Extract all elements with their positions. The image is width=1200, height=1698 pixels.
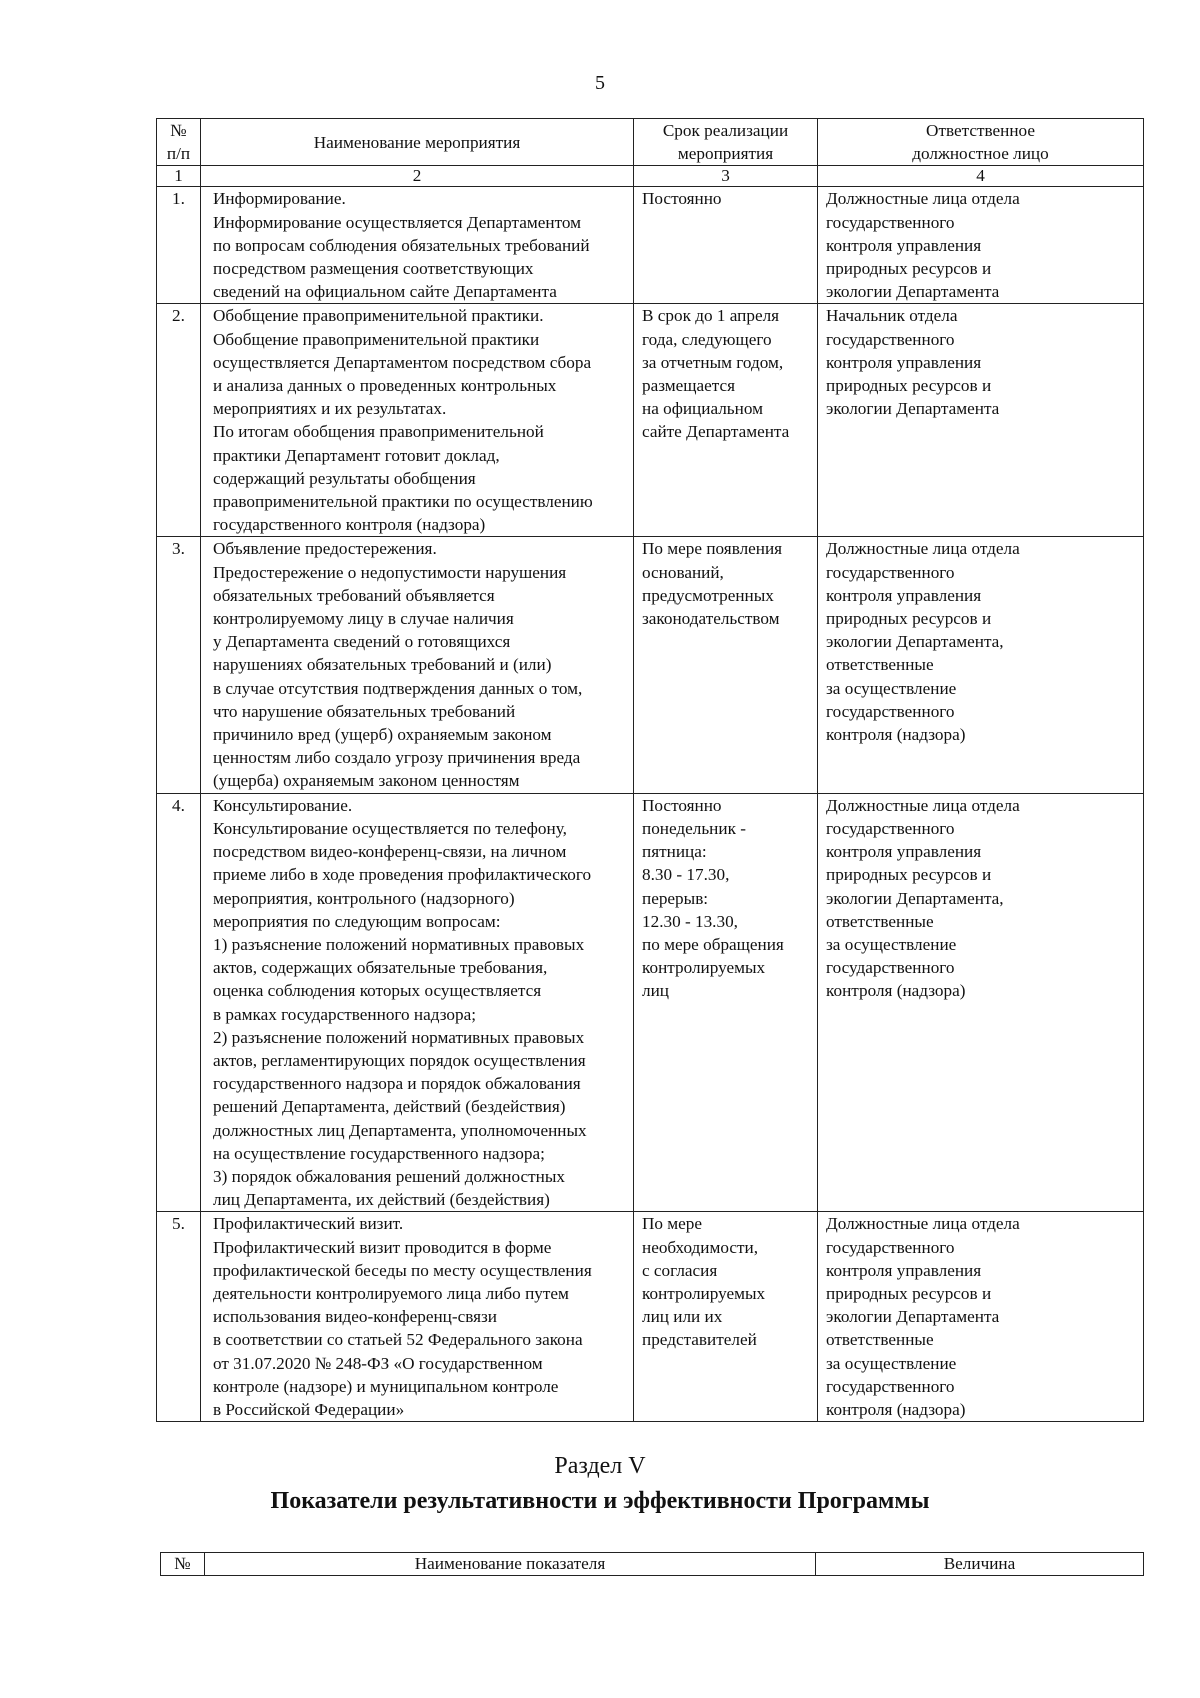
text-line: государственного bbox=[826, 1376, 955, 1396]
text-line: за отчетным годом, bbox=[642, 352, 784, 372]
row-responsible-cell bbox=[818, 187, 1144, 304]
text-line: Профилактический визит проводится в форме bbox=[213, 1237, 552, 1257]
text-line: предусмотренных bbox=[642, 585, 774, 605]
text-line: природных ресурсов и bbox=[826, 609, 992, 629]
table-row bbox=[157, 304, 1144, 537]
header-term bbox=[634, 119, 818, 166]
text-line: экологии Департамента, bbox=[826, 888, 1004, 908]
text-line: мероприятия по следующим вопросам: bbox=[213, 911, 501, 931]
page-number: 5 bbox=[595, 72, 605, 94]
text-line: По мере появления bbox=[642, 539, 783, 559]
text-line: по мере обращения bbox=[642, 934, 784, 954]
text-line: контроле (надзоре) и муниципальном контроле bbox=[213, 1376, 559, 1396]
row-num-cell: 4. bbox=[157, 793, 201, 1212]
text-line: практики Департамент готовит доклад, bbox=[213, 445, 500, 465]
text-line: сведений на официальном сайте Департамента bbox=[213, 282, 557, 302]
text-line: контроля (надзора) bbox=[826, 1399, 966, 1419]
indicator-header-value: Величина bbox=[816, 1553, 1144, 1576]
text-line: природных ресурсов и bbox=[826, 1283, 992, 1303]
text-line: в рамках государственного надзора; bbox=[213, 1004, 476, 1024]
text-line: природных ресурсов и bbox=[826, 376, 992, 396]
text-line: на осуществление государственного надзора; bbox=[213, 1143, 545, 1163]
text-line: Консультирование осуществляется по телефону, bbox=[213, 818, 567, 838]
text-line: контроля управления bbox=[826, 585, 982, 605]
text-line: профилактической беседы по месту осуществления bbox=[213, 1260, 592, 1280]
text-line: причинило вред (ущерб) охраняемым законом bbox=[213, 725, 552, 745]
text-line: контроля (надзора) bbox=[826, 981, 966, 1001]
text-line: Постоянно bbox=[642, 189, 722, 209]
text-line: законодательством bbox=[642, 609, 780, 629]
table-row bbox=[157, 1212, 1144, 1422]
text-line: на официальном bbox=[642, 399, 763, 419]
table-row bbox=[157, 187, 1144, 304]
text-line: осуществляется Департаментом посредством сбора bbox=[213, 352, 592, 372]
text-line: приеме либо в ходе проведения профилактического bbox=[213, 865, 592, 885]
section-heading: Раздел V bbox=[554, 1453, 646, 1479]
text-line: посредством видео-конференц-связи, на личном bbox=[213, 842, 567, 862]
text-line: контролируемых bbox=[642, 1283, 766, 1303]
column-number: 4 bbox=[818, 166, 1144, 187]
text-line: Начальник отдела bbox=[826, 306, 958, 326]
text-line: представителей bbox=[642, 1330, 757, 1350]
text-line: (ущерба) охраняемым законом ценностям bbox=[213, 771, 520, 791]
text-line: обязательных требований объявляется bbox=[213, 585, 495, 605]
text-line: мероприятиях и их результатах. bbox=[213, 399, 447, 419]
text-line: Обобщение правоприменительной практики bbox=[213, 329, 540, 349]
text-line: Постоянно bbox=[642, 795, 722, 815]
text-line: государственного bbox=[826, 562, 955, 582]
text-line: Профилактический визит. bbox=[213, 1214, 404, 1234]
text-line: 3) порядок обжалования решений должностных bbox=[213, 1166, 565, 1186]
text-line: контроля управления bbox=[826, 235, 982, 255]
text-line: за осуществление bbox=[826, 1353, 957, 1373]
text-line: контролируемому лицу в случае наличия bbox=[213, 609, 514, 629]
row-term-cell bbox=[634, 1212, 818, 1422]
text-line: экологии Департамента bbox=[826, 399, 1000, 419]
text-line: актов, содержащих обязательные требования, bbox=[213, 958, 548, 978]
text-line: п/п bbox=[166, 144, 191, 164]
text-line: должностное лицо bbox=[912, 144, 1049, 164]
text-line: контроля (надзора) bbox=[826, 725, 966, 745]
text-line: с согласия bbox=[642, 1260, 718, 1280]
text-line: № bbox=[170, 121, 187, 140]
header-name bbox=[201, 119, 634, 166]
row-num-cell: 5. bbox=[157, 1212, 201, 1422]
text-line: По итогам обобщения правоприменительной bbox=[213, 422, 544, 442]
text-line: в случае отсутствия подтверждения данных о том, bbox=[213, 678, 583, 698]
text-line: Консультирование. bbox=[213, 795, 353, 815]
column-numbers-row bbox=[157, 166, 1144, 187]
indicators-table-header bbox=[161, 1553, 1144, 1576]
indicators-table bbox=[160, 1552, 1144, 1576]
text-line: оснований, bbox=[642, 562, 724, 582]
text-line: за осуществление bbox=[826, 678, 957, 698]
text-line: В срок до 1 апреля bbox=[642, 306, 780, 326]
text-line: от 31.07.2020 № 248-ФЗ «О государственном bbox=[213, 1353, 543, 1373]
row-term-cell bbox=[634, 537, 818, 793]
text-line: государственного bbox=[826, 958, 955, 978]
column-number: 1 bbox=[157, 166, 201, 187]
row-term-cell bbox=[634, 793, 818, 1212]
text-line: ответственные bbox=[826, 655, 934, 675]
text-line: посредством размещения соответствующих bbox=[213, 259, 534, 279]
text-line: государственного bbox=[826, 1237, 955, 1257]
text-line: государственного bbox=[826, 701, 955, 721]
text-line: государственного bbox=[826, 818, 955, 838]
text-line: контроля управления bbox=[826, 842, 982, 862]
header-num bbox=[157, 119, 201, 166]
text-line: Информирование. bbox=[213, 189, 346, 209]
text-line: сайте Департамента bbox=[642, 422, 790, 442]
text-line: контролируемых bbox=[642, 958, 766, 978]
text-line: и анализа данных о проведенных контрольных bbox=[213, 376, 557, 396]
text-line: 12.30 - 13.30, bbox=[642, 911, 738, 931]
text-line: Должностные лица отдела bbox=[826, 1214, 1020, 1234]
text-line: актов, регламентирующих порядок осуществления bbox=[213, 1050, 586, 1070]
row-term-cell bbox=[634, 304, 818, 537]
text-line: Должностные лица отдела bbox=[826, 539, 1020, 559]
text-line: Предостережение о недопустимости нарушения bbox=[213, 562, 567, 582]
text-line: экологии Департамента, bbox=[826, 632, 1004, 652]
text-line: года, следующего bbox=[642, 329, 772, 349]
row-responsible-cell bbox=[818, 304, 1144, 537]
column-number: 2 bbox=[201, 166, 634, 187]
text-line: 2) разъяснение положений нормативных правовых bbox=[213, 1027, 585, 1047]
text-line: решений Департамента, действий (бездействия) bbox=[213, 1097, 566, 1117]
text-line: необходимости, bbox=[642, 1237, 759, 1257]
text-line: лиц bbox=[642, 981, 669, 1001]
text-line: в Российской Федерации» bbox=[213, 1399, 405, 1419]
text-line: по вопросам соблюдения обязательных требований bbox=[213, 235, 590, 255]
row-num-cell: 1. bbox=[157, 187, 201, 304]
text-line: содержащий результаты обобщения bbox=[213, 468, 476, 488]
text-line: лиц или их bbox=[642, 1307, 723, 1327]
text-line: размещается bbox=[642, 376, 736, 396]
text-line: Ответственное bbox=[926, 121, 1035, 140]
row-name-cell bbox=[201, 187, 634, 304]
row-term-cell bbox=[634, 187, 818, 304]
text-line: в соответствии со статьей 52 Федерального закона bbox=[213, 1330, 583, 1350]
text-line: Срок реализации bbox=[662, 121, 789, 140]
measures-table-body bbox=[157, 187, 1144, 1422]
text-line: у Департамента сведений о готовящихся bbox=[213, 632, 511, 652]
text-line: государственного bbox=[826, 329, 955, 349]
text-line: лиц Департамента, их действий (бездействия) bbox=[213, 1190, 550, 1210]
text-line: правоприменительной практики по осуществлению bbox=[213, 492, 593, 512]
column-number: 3 bbox=[634, 166, 818, 187]
text-line: 1) разъяснение положений нормативных правовых bbox=[213, 934, 585, 954]
text-line: за осуществление bbox=[826, 934, 957, 954]
header-responsible bbox=[818, 119, 1144, 166]
text-line: государственного контроля (надзора) bbox=[213, 515, 486, 535]
text-line: государственного bbox=[826, 212, 955, 232]
text-line: Обобщение правоприменительной практики. bbox=[213, 306, 544, 326]
text-line: что нарушение обязательных требований bbox=[213, 701, 516, 721]
text-line: 8.30 - 17.30, bbox=[642, 865, 730, 885]
row-responsible-cell bbox=[818, 1212, 1144, 1422]
row-name-cell bbox=[201, 537, 634, 793]
table-row bbox=[157, 537, 1144, 793]
text-line: перерыв: bbox=[642, 888, 709, 908]
table-row bbox=[157, 793, 1144, 1212]
section-title: Показатели результативности и эффективности Программы bbox=[270, 1488, 930, 1514]
text-line: Объявление предостережения. bbox=[213, 539, 437, 559]
text-line: Должностные лица отдела bbox=[826, 795, 1020, 815]
indicator-header-num: № bbox=[161, 1553, 205, 1576]
row-name-cell bbox=[201, 793, 634, 1212]
text-line: природных ресурсов и bbox=[826, 259, 992, 279]
text-line: ценностям либо создало угрозу причинения вреда bbox=[213, 748, 581, 768]
text-line: оценка соблюдения которых осуществляется bbox=[213, 981, 542, 1001]
text-line: государственного надзора и порядок обжалования bbox=[213, 1074, 581, 1094]
text-line: Информирование осуществляется Департаментом bbox=[213, 212, 582, 232]
text-line: пятница: bbox=[642, 842, 707, 862]
text-line: деятельности контролируемого лица либо путем bbox=[213, 1283, 569, 1303]
indicator-header-name: Наименование показателя bbox=[205, 1553, 816, 1576]
measures-table bbox=[156, 118, 1144, 1422]
text-line: должностных лиц Департамента, уполномоченных bbox=[213, 1120, 587, 1140]
row-responsible-cell bbox=[818, 793, 1144, 1212]
text-line: ответственные bbox=[826, 1330, 934, 1350]
row-num-cell: 2. bbox=[157, 304, 201, 537]
row-name-cell bbox=[201, 304, 634, 537]
text-line: ответственные bbox=[826, 911, 934, 931]
row-name-cell bbox=[201, 1212, 634, 1422]
text-line: нарушениях обязательных требований и (или) bbox=[213, 655, 552, 675]
text-line: экологии Департамента bbox=[826, 282, 1000, 302]
text-line: природных ресурсов и bbox=[826, 865, 992, 885]
row-responsible-cell bbox=[818, 537, 1144, 793]
text-line: Должностные лица отдела bbox=[826, 189, 1020, 209]
text-line: Наименование мероприятия bbox=[313, 132, 521, 152]
text-line: контроля управления bbox=[826, 1260, 982, 1280]
text-line: понедельник - bbox=[642, 818, 746, 838]
text-line: контроля управления bbox=[826, 352, 982, 372]
text-line: экологии Департамента bbox=[826, 1307, 1000, 1327]
measures-table-header bbox=[157, 119, 1144, 187]
text-line: мероприятия bbox=[677, 144, 774, 164]
text-line: По мере bbox=[642, 1214, 703, 1234]
text-line: использования видео-конференц-связи bbox=[213, 1307, 497, 1327]
row-num-cell: 3. bbox=[157, 537, 201, 793]
text-line: мероприятия, контрольного (надзорного) bbox=[213, 888, 515, 908]
